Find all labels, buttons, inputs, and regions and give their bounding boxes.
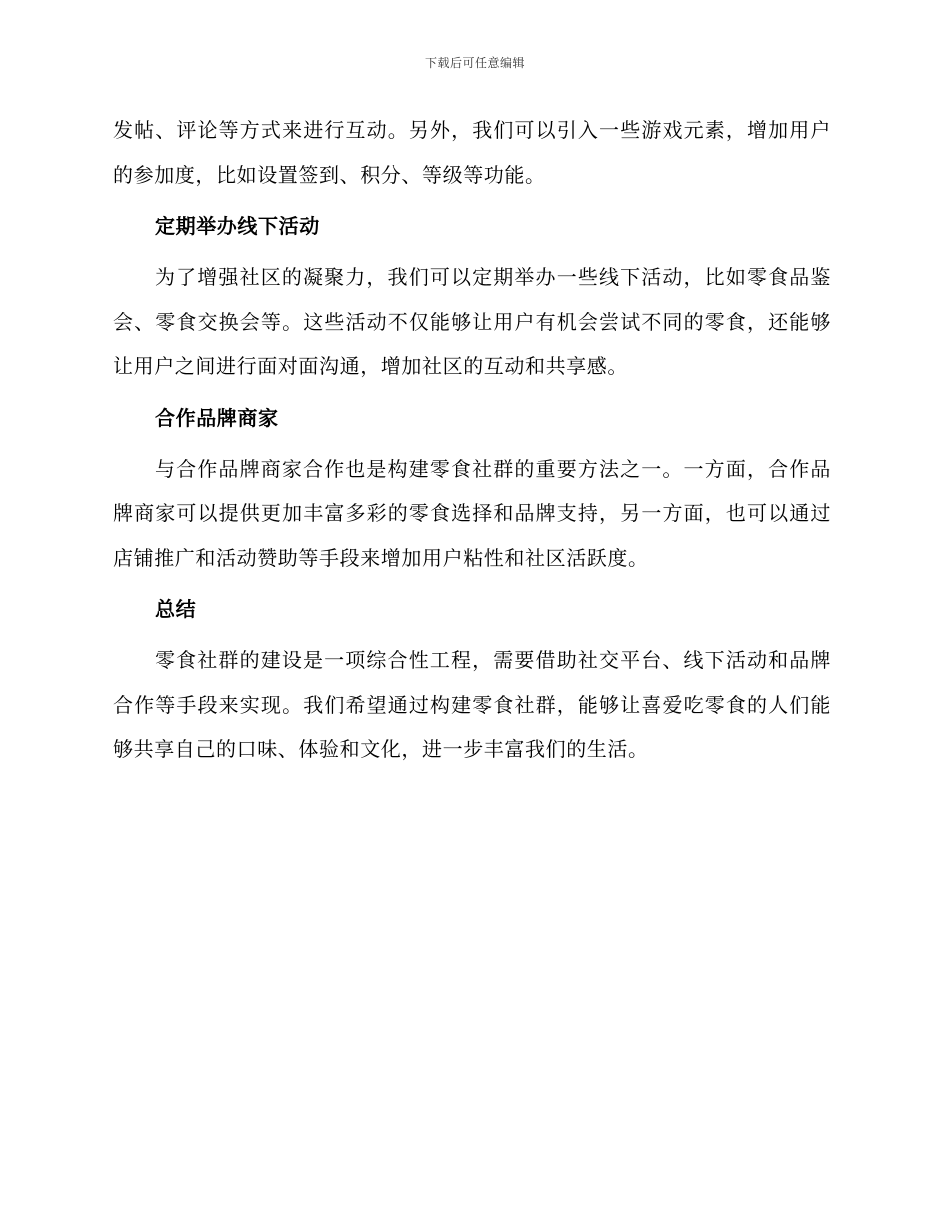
section-heading-brand-partners: 合作品牌商家	[155, 405, 279, 430]
section-heading-summary: 总结	[155, 597, 197, 621]
intro-paragraph: 发帖、评论等方式来进行互动。另外，我们可以引入一些游戏元素，增加用户的参加度，比如设置签到、积分、等级等功能。	[113, 118, 831, 187]
document-body	[113, 108, 831, 772]
header-note: 下载后可任意编辑	[424, 56, 525, 70]
section-paragraph-summary: 零食社群的建设是一项综合性工程，需要借助社交平台、线下活动和品牌合作等手段来实现。我们希望通过构建零食社群，能够让喜爱吃零食的人们能够共享自己的口味、体验和文化，进一步丰富我们的生活。	[113, 648, 831, 761]
section-heading-offline-events: 定期举办线下活动	[155, 214, 320, 238]
section-paragraph-brand-partners: 与合作品牌商家合作也是构建零食社群的重要方法之一。一方面，合作品牌商家可以提供更加丰富多彩的零食选择和品牌支持，另一方面，也可以通过店铺推广和活动赞助等手段来增加用户粘性和社区活跃度。	[113, 456, 831, 570]
section-paragraph-offline-events: 为了增强社区的凝聚力，我们可以定期举办一些线下活动，比如零食品鉴会、零食交换会等。这些活动不仅能够让用户有机会尝试不同的零食，还能够让用户之间进行面对面沟通，增加社区的互动和共享感。	[113, 265, 831, 378]
